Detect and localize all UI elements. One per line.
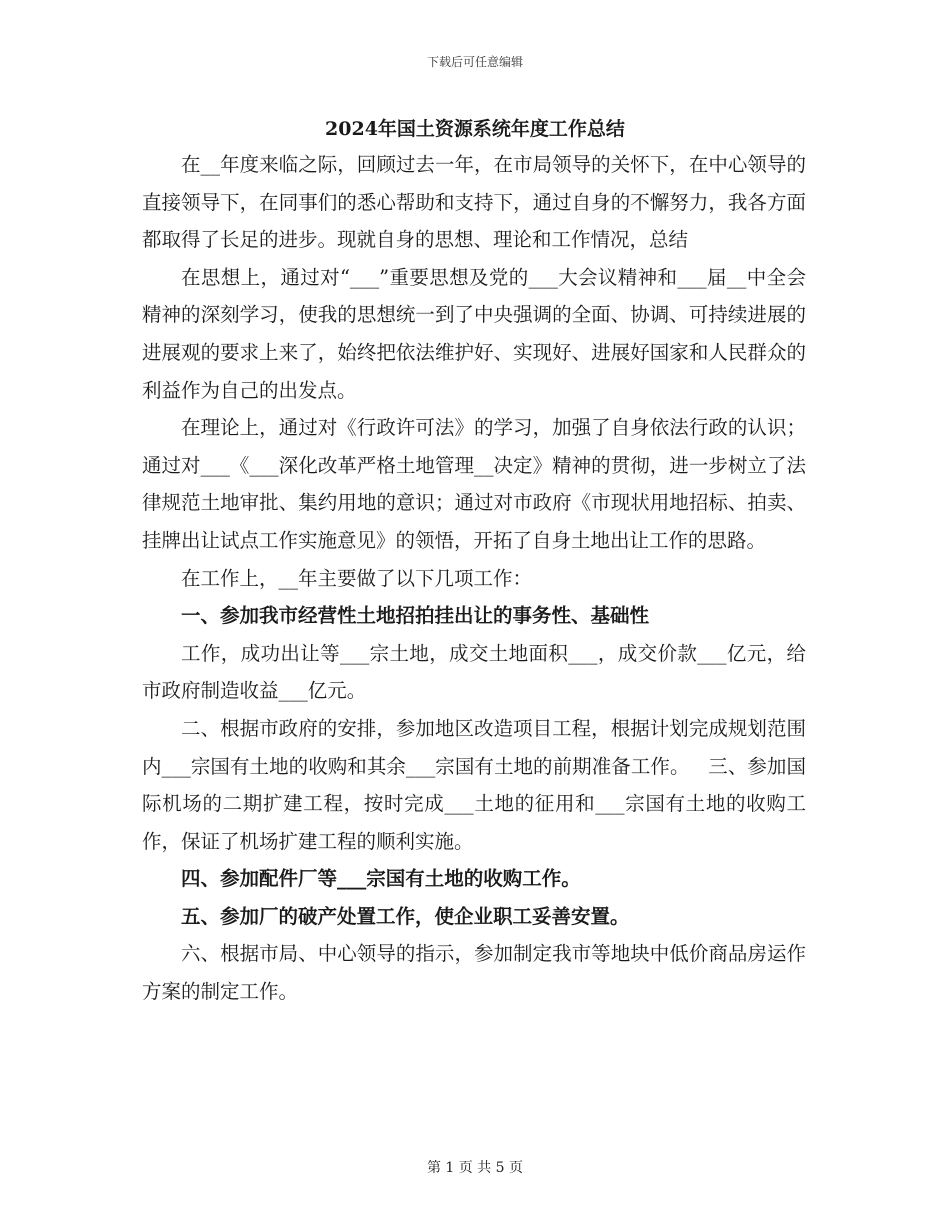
paragraph-intro: 在__年度来临之际，回顾过去一年，在市局领导的关怀下，在中心领导的直接领导下，在同事们的悉心帮助和支持下，通过自身的不懈努力，我各方面都取得了长足的进步。现就自身的思想、理论和工作情况，总结	[142, 153, 806, 252]
page-number: 第 1 页 共 5 页	[426, 1160, 524, 1176]
paragraph-item-2-3: 二、根据市政府的安排，参加地区改造项目工程，根据计划完成规划范围内___宗国有土地的收购和其余___宗国有土地的前期准备工作。 三、参加国际机场的二期扩建工程，按时完成___土地的征用和___宗国有土地的收购工作，保证了机场扩建工程的顺利实施。	[142, 716, 806, 853]
paragraph-theory: 在理论上，通过对《行政许可法》的学习，加强了自身依法行政的认识；通过对___《___深化改革严格土地管理__决定》精神的贯彻，进一步树立了法律规范土地审批、集约用地的意识；通过对市政府《市现状用地招标、拍卖、挂牌出让试点工作实施意见》的领悟，开拓了自身土地出让工作的思路。	[142, 416, 806, 552]
paragraph-item-1-body: 工作，成功出让等___宗土地，成交土地面积___，成交价款___亿元，给市政府制造收益___亿元。	[142, 641, 806, 703]
paragraph-item-1-heading: 一、参加我市经营性土地招拍挂出让的事务性、基础性	[181, 604, 650, 628]
paragraph-item-6: 六、根据市局、中心领导的指示，参加制定我市等地块中低价商品房运作方案的制定工作。	[142, 942, 806, 1004]
paragraph-item-5: 五、参加厂的破产处置工作，使企业职工妥善安置。	[181, 904, 630, 928]
paragraph-item-4: 四、参加配件厂等___宗国有土地的收购工作。	[181, 867, 581, 891]
header-note: 下载后可任意编辑	[426, 55, 523, 69]
paragraph-work-intro: 在工作上，__年主要做了以下几项工作：	[181, 566, 533, 590]
paragraph-ideology: 在思想上，通过对“___”重要思想及党的___大会议精神和___届__中全会精神的深刻学习，使我的思想统一到了中央强调的全面、协调、可持续进展的进展观的要求上来了，始终把依法维护好、实现好、进展好国家和人民群众的利益作为自己的出发点。	[142, 265, 806, 402]
document-body	[142, 146, 806, 1011]
document-title: 2024年国土资源系统年度工作总结	[325, 118, 625, 140]
